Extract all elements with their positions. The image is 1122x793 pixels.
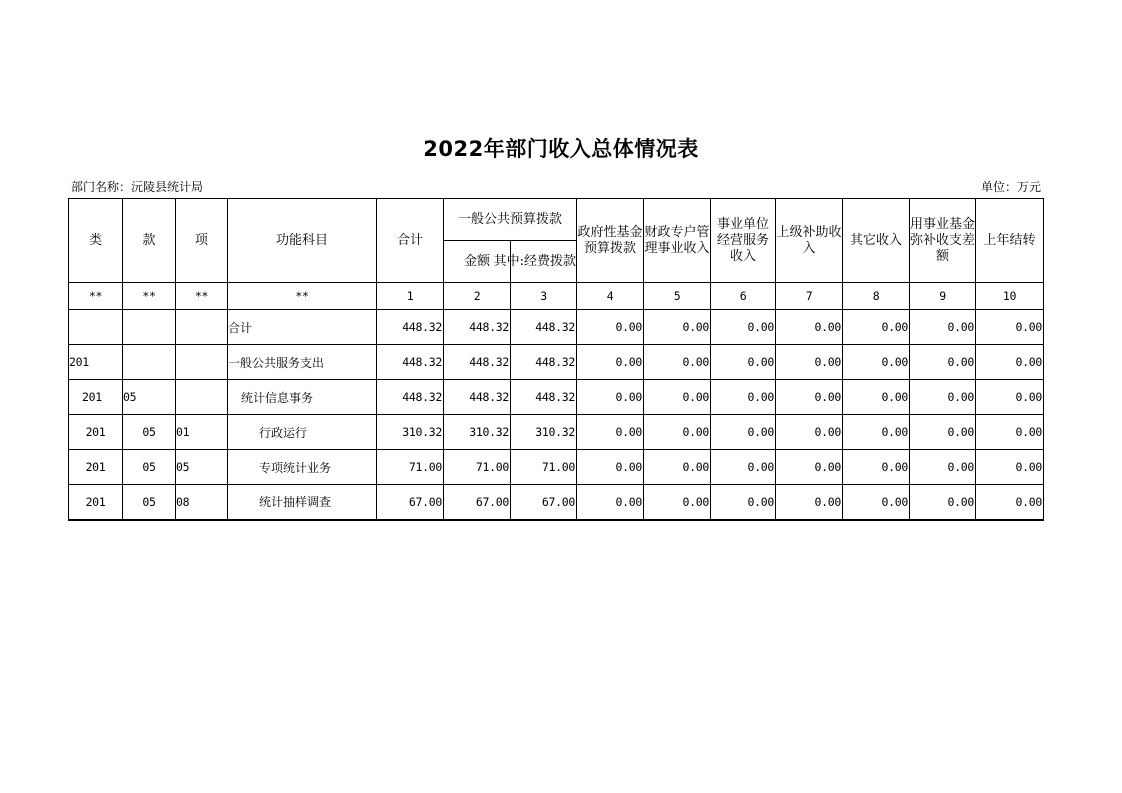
cell-value: 0.00 (577, 380, 644, 415)
cell-xiang: 05 (176, 450, 228, 485)
cell-value: 448.32 (444, 345, 511, 380)
header-total: 合计 (377, 199, 444, 283)
cell-value: 448.32 (377, 345, 444, 380)
page-title: 2022年部门收入总体情况表 (423, 137, 699, 161)
index-cell: 5 (644, 283, 711, 310)
index-row (69, 283, 1044, 310)
index-cell: ** (123, 283, 176, 310)
header-last-year-carry: 上年结转 (976, 199, 1044, 283)
cell-value: 0.00 (843, 380, 910, 415)
header-fund-makeup: 用事业基金弥补收支差额 (910, 199, 976, 283)
cell-kuan: 05 (123, 450, 176, 485)
index-cell: 1 (377, 283, 444, 310)
index-cell: 10 (976, 283, 1044, 310)
cell-value: 0.00 (910, 450, 976, 485)
cell-value: 448.32 (511, 380, 577, 415)
cell-subject: 统计信息事务 (228, 380, 377, 415)
cell-value: 71.00 (444, 450, 511, 485)
cell-kuan: 05 (123, 415, 176, 450)
cell-value: 448.32 (511, 345, 577, 380)
cell-value: 0.00 (776, 450, 843, 485)
cell-value: 0.00 (910, 415, 976, 450)
cell-value: 0.00 (843, 450, 910, 485)
cell-value: 0.00 (644, 415, 711, 450)
header-superior-subsidy: 上级补助收入 (776, 199, 843, 283)
header-xiang: 项 (176, 199, 228, 283)
cell-value: 0.00 (711, 345, 776, 380)
header-other-income: 其它收入 (843, 199, 910, 283)
cell-subject: 合计 (228, 310, 377, 345)
cell-value: 0.00 (910, 380, 976, 415)
cell-kuan (123, 345, 176, 380)
cell-xiang: 01 (176, 415, 228, 450)
cell-value: 310.32 (377, 415, 444, 450)
index-cell: 7 (776, 283, 843, 310)
index-cell: ** (228, 283, 377, 310)
cell-value: 448.32 (511, 310, 577, 345)
cell-kuan: 05 (123, 485, 176, 520)
header-amount: 金额 (444, 241, 511, 283)
index-cell: 4 (577, 283, 644, 310)
header-of-which (493, 241, 577, 283)
cell-value: 0.00 (776, 415, 843, 450)
cell-value: 0.00 (577, 450, 644, 485)
cell-xiang: 08 (176, 485, 228, 520)
table-row (69, 380, 1044, 415)
cell-lei: 201 (69, 380, 123, 415)
cell-value: 0.00 (910, 345, 976, 380)
cell-value: 0.00 (644, 380, 711, 415)
cell-value: 0.00 (843, 485, 910, 520)
cell-value: 0.00 (843, 415, 910, 450)
header-kuan: 款 (123, 199, 176, 283)
cell-value: 0.00 (976, 380, 1044, 415)
table-row (69, 450, 1044, 485)
cell-xiang (176, 345, 228, 380)
index-cell: 9 (910, 283, 976, 310)
cell-value: 0.00 (644, 310, 711, 345)
cell-value: 0.00 (644, 485, 711, 520)
cell-lei: 201 (69, 485, 123, 520)
cell-value: 0.00 (577, 485, 644, 520)
table-row (69, 415, 1044, 450)
cell-value: 448.32 (444, 310, 511, 345)
cell-value: 0.00 (910, 310, 976, 345)
cell-value: 0.00 (776, 310, 843, 345)
cell-lei: 201 (69, 345, 123, 380)
cell-value: 0.00 (976, 345, 1044, 380)
cell-value: 0.00 (843, 310, 910, 345)
cell-kuan: 05 (123, 380, 176, 415)
header-fiscal-special: 财政专户管理事业收入 (644, 199, 711, 283)
header-general-budget: 一般公共预算拨款 (444, 199, 577, 241)
cell-xiang (176, 380, 228, 415)
cell-value: 0.00 (776, 485, 843, 520)
cell-value: 0.00 (976, 485, 1044, 520)
cell-value: 0.00 (776, 345, 843, 380)
cell-value: 0.00 (577, 345, 644, 380)
cell-value: 448.32 (377, 380, 444, 415)
cell-subject: 一般公共服务支出 (228, 345, 377, 380)
cell-subject: 行政运行 (228, 415, 377, 450)
header-gov-fund: 政府性基金预算拨款 (577, 199, 644, 283)
index-cell: 6 (711, 283, 776, 310)
cell-value: 310.32 (511, 415, 577, 450)
cell-value: 71.00 (377, 450, 444, 485)
cell-lei: 201 (69, 450, 123, 485)
index-cell: 2 (444, 283, 511, 310)
cell-value: 71.00 (511, 450, 577, 485)
unit-label: 单位：万元 (980, 180, 1041, 194)
cell-value: 0.00 (711, 450, 776, 485)
index-cell: ** (69, 283, 123, 310)
table-row (69, 345, 1044, 380)
cell-lei (69, 310, 123, 345)
cell-value: 0.00 (711, 310, 776, 345)
cell-lei: 201 (69, 415, 123, 450)
department-name: 部门名称：沅陵县统计局 (71, 180, 204, 194)
cell-value: 0.00 (976, 310, 1044, 345)
header-lei: 类 (69, 199, 123, 283)
header-subject: 功能科目 (228, 199, 377, 283)
index-cell: ** (176, 283, 228, 310)
cell-subject: 专项统计业务 (228, 450, 377, 485)
cell-value: 67.00 (377, 485, 444, 520)
cell-value: 0.00 (776, 380, 843, 415)
cell-value: 0.00 (711, 485, 776, 520)
cell-value: 0.00 (644, 345, 711, 380)
cell-xiang (176, 310, 228, 345)
table-row (69, 310, 1044, 345)
cell-value: 0.00 (577, 415, 644, 450)
cell-value: 0.00 (976, 415, 1044, 450)
cell-value: 0.00 (910, 485, 976, 520)
cell-value: 0.00 (711, 380, 776, 415)
cell-value: 67.00 (444, 485, 511, 520)
cell-value: 0.00 (644, 450, 711, 485)
header-business-income: 事业单位经营服务收入 (711, 199, 776, 283)
index-cell: 3 (511, 283, 577, 310)
cell-value: 448.32 (377, 310, 444, 345)
table-row (69, 485, 1044, 520)
cell-value: 0.00 (711, 415, 776, 450)
income-table (68, 198, 1044, 521)
cell-value: 0.00 (577, 310, 644, 345)
cell-value: 310.32 (444, 415, 511, 450)
cell-value: 448.32 (444, 380, 511, 415)
cell-value: 0.00 (976, 450, 1044, 485)
cell-kuan (123, 310, 176, 345)
index-cell: 8 (843, 283, 910, 310)
cell-value: 0.00 (843, 345, 910, 380)
cell-subject: 统计抽样调查 (228, 485, 377, 520)
header-of-which-text: 其中:经费拨款 (493, 253, 577, 269)
cell-value: 67.00 (511, 485, 577, 520)
